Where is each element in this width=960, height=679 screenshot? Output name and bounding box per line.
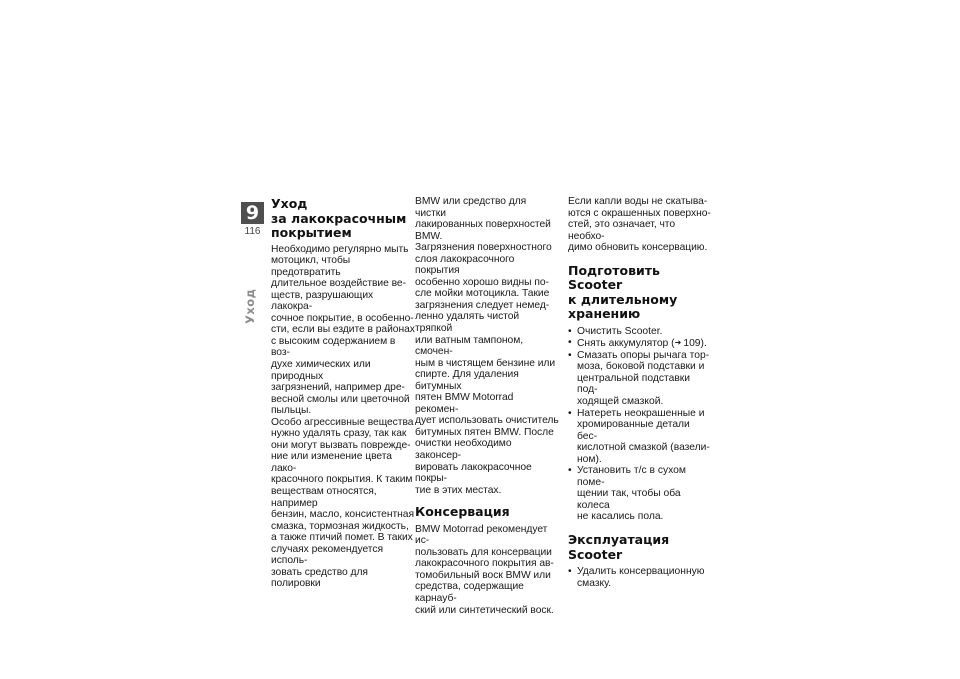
page-number: 116 <box>244 226 261 237</box>
arrow-right-icon: ➜ <box>674 338 682 348</box>
page-reference-link[interactable]: 109 <box>683 338 701 350</box>
chapter-number-badge: 9 <box>241 202 264 224</box>
list-item: • Удалить консервационную смазку. <box>568 566 712 589</box>
text-column-3 <box>568 196 712 589</box>
section-heading-paint-care: Уход за лакокрасочным покрытием <box>271 196 407 240</box>
list-item: • Натереть неокрашенные и хромированные детали бес- кислотной смазкой (вазели- ном). <box>568 408 712 466</box>
section-heading-preservation: Консервация <box>415 504 510 520</box>
list-item-battery <box>568 337 712 350</box>
reference-close: ). <box>700 338 707 350</box>
list-item: • Установить т/с в сухом поме- щении так, чтобы оба колеса не касались пола. <box>568 465 712 523</box>
list-item: • Очистить Scooter. <box>568 326 712 338</box>
list-item: • Смазать опоры рычага тор- моза, боковой подставки и центральной подставки под- ходящей смазкой. <box>568 350 712 408</box>
list-item-text: Снять аккумулятор ( <box>577 338 675 350</box>
operation-steps-list <box>568 566 712 589</box>
paragraph-regular-washing: Необходимо регулярно мыть мотоцикл, чтобы предотвратить длительное воздействие ве- ществ, разрушающих лакокра- сочное покрытие, в особенно- сти, если вы ездите в районах с высоким содержанием в воз- духе химических или природных загрязнений, например дре- весной смолы или цветочной пыльцы. <box>271 243 415 417</box>
text-column-1 <box>271 197 415 590</box>
paragraph-water-drops: Если капли воды не скатыва- ются с окрашенных поверхно- стей, это означает, что необхо- димо обновить консервацию. <box>568 196 711 254</box>
text-column-2 <box>415 196 559 616</box>
chapter-side-label: Уход <box>243 288 257 324</box>
section-heading-storage-preparation: Подготовить Scooter к длительному хранению <box>568 262 678 322</box>
section-heading-operation: Эксплуатация Scooter <box>568 532 670 562</box>
paragraph-polish-continuation: BMW или средство для чистки лакированных поверхностей BMW. <box>415 196 551 242</box>
paragraph-wax-recommendation: BMW Motorrad рекомендует ис- пользовать для консервации лакокрасочного покрытия ав- томобильный воск BMW или средства, содержащие карнауб- ский или синтетический воск. <box>415 523 554 616</box>
paragraph-surface-contamination: Загрязнения поверхностного слоя лакокрасочного покрытия особенно хорошо видны по- сле мойки мотоцикла. Такие загрязнения следует немед- ленно удалять чистой тряпкой или ватным тампоном, смочен- ным в чистящем бензине или спирте. Для удаления битумных пятен BMW Motorrad рекомен- дует использовать очиститель битумных пятен BMW. После очистки необходимо законсер- вировать лакокрасочное покры- тие в этих местах. <box>415 242 559 496</box>
storage-steps-list <box>568 326 712 523</box>
paragraph-aggressive-substances: Особо агрессивные вещества нужно удалять сразу, так как они могут вызвать поврежде- ние или изменение цвета лако- красочного покрытия. К таким веществам относятся, например бензин, масло, консистентная смазка, тормозная жидкость, а также птичий помет. В таких случаях рекомендуется исполь- зовать средство для полировки <box>271 416 415 590</box>
